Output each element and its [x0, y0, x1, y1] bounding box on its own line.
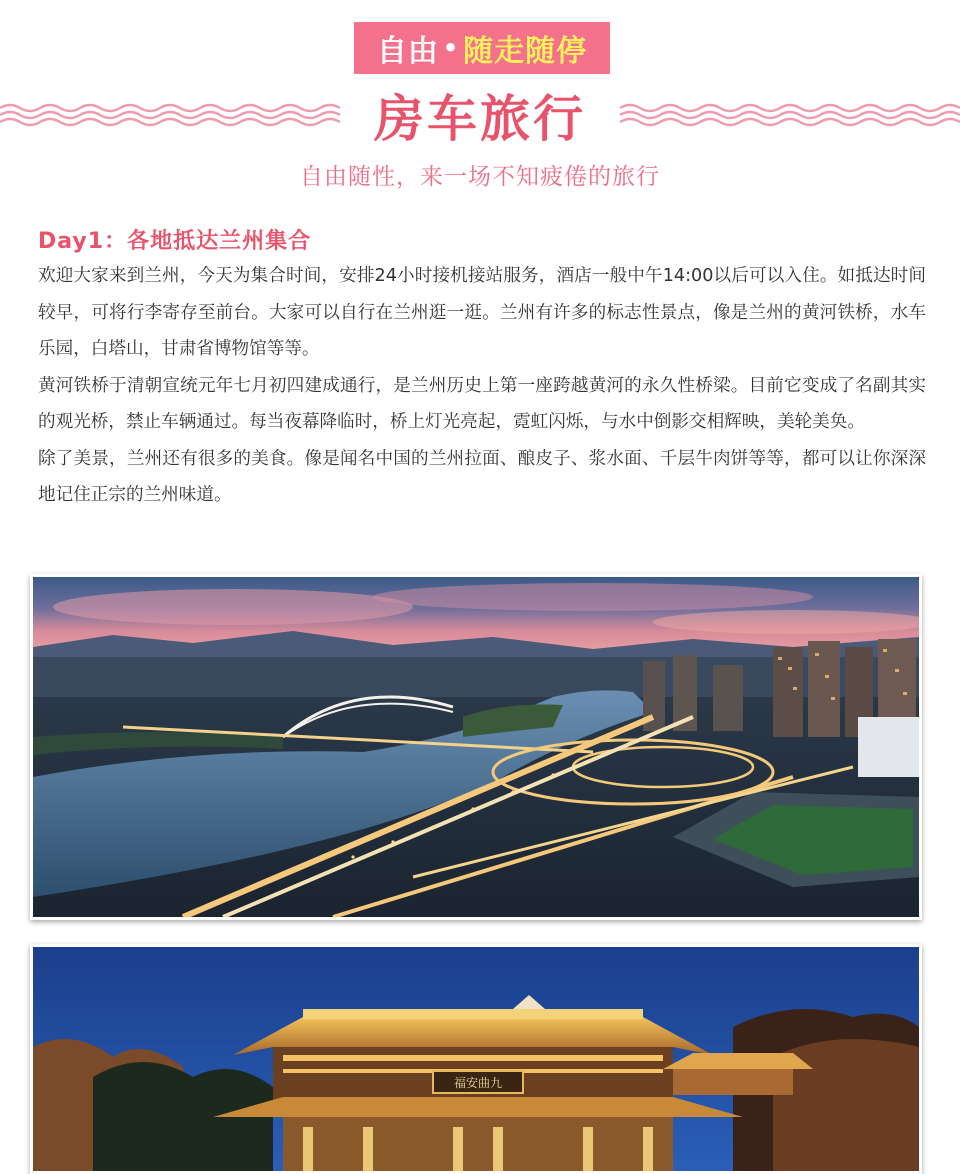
page-title: 房车旅行: [374, 90, 586, 148]
paragraph-iron-bridge: 黄河铁桥于清朝宣统元年七月初四建成通行，是兰州历史上第一座跨越黄河的永久性桥梁。目前它变成了名副其实的观光桥，禁止车辆通过。每当夜幕降临时，桥上灯光亮起，霓虹闪烁，与水中倒影交相辉映，美轮美奂。: [38, 375, 926, 432]
tag-text-free: 自由: [376, 34, 439, 69]
city-dusk-illustration: [33, 577, 919, 917]
photo-lanzhou-city-dusk: [30, 574, 922, 920]
day-title: Day1：各地抵达兰州集合: [38, 229, 312, 254]
article-body: [38, 258, 926, 514]
header-tag: [354, 22, 610, 74]
tag-dot: •: [442, 34, 460, 62]
paragraph-arrival: 欢迎大家来到兰州，今天为集合时间，安排24小时接机接站服务，酒店一般中午14:00以后可以入住。如抵达时间较早，可将行李寄存至前台。大家可以自行在兰州逛一逛。兰州有许多的标志性景点，像是兰州的黄河铁桥，水车乐园，白塔山，甘肃省博物馆等等。: [38, 266, 926, 359]
photo-temple-night: [30, 944, 922, 1174]
temple-night-illustration: [33, 947, 919, 1171]
temple-plaque-text: 福安曲九: [453, 1076, 503, 1090]
wave-decoration-right: [620, 100, 960, 130]
tag-text-wander: 随走随停: [463, 34, 588, 69]
page-subtitle: 自由随性，来一场不知疲倦的旅行: [300, 164, 660, 190]
wave-decoration-left: [0, 100, 340, 130]
paragraph-food: 除了美景，兰州还有很多的美食。像是闻名中国的兰州拉面、酿皮子、浆水面、千层牛肉饼等等，都可以让你深深地记住正宗的兰州味道。: [38, 448, 926, 505]
